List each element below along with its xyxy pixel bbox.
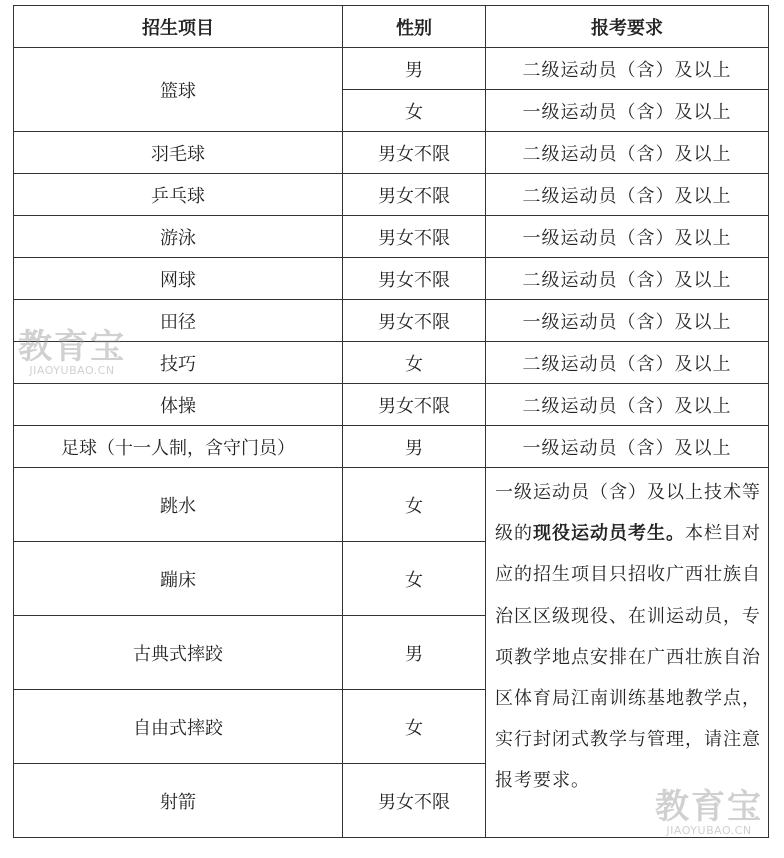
note-text-bold: 现役运动员考生。 <box>533 523 685 545</box>
table-row <box>14 132 769 174</box>
requirement-cell: 一级运动员（含）及以上 <box>486 216 769 258</box>
header-project: 招生项目 <box>14 6 343 48</box>
project-cell: 蹦床 <box>14 542 343 616</box>
gender-cell: 男女不限 <box>343 132 486 174</box>
project-cell: 射箭 <box>14 764 343 838</box>
project-cell: 跳水 <box>14 468 343 542</box>
project-cell: 自由式摔跤 <box>14 690 343 764</box>
watermark-url: JIAOYUBAO.CN <box>29 364 115 377</box>
requirement-cell: 二级运动员（含）及以上 <box>486 132 769 174</box>
admission-table-wrapper <box>13 5 769 838</box>
project-cell: 田径 <box>14 300 343 342</box>
requirement-cell: 一级运动员（含）及以上 <box>486 90 769 132</box>
table-row <box>14 48 769 90</box>
project-cell: 游泳 <box>14 216 343 258</box>
gender-cell: 女 <box>343 468 486 542</box>
requirement-cell: 一级运动员（含）及以上 <box>486 426 769 468</box>
watermark-logo-text: 教育宝 <box>655 787 763 827</box>
table-row <box>14 468 769 542</box>
gender-cell: 男 <box>343 616 486 690</box>
header-row <box>14 6 769 48</box>
project-cell: 足球（十一人制，含守门员） <box>14 426 343 468</box>
requirement-cell: 二级运动员（含）及以上 <box>486 384 769 426</box>
table-row <box>14 426 769 468</box>
header-requirement: 报考要求 <box>486 6 769 48</box>
table-row <box>14 216 769 258</box>
table-row <box>14 342 769 384</box>
special-requirement-note <box>486 468 769 838</box>
gender-cell: 女 <box>343 690 486 764</box>
gender-cell: 男女不限 <box>343 384 486 426</box>
project-cell: 乒乓球 <box>14 174 343 216</box>
requirement-cell: 二级运动员（含）及以上 <box>486 174 769 216</box>
project-cell: 篮球 <box>14 48 343 132</box>
project-cell: 体操 <box>14 384 343 426</box>
project-cell: 羽毛球 <box>14 132 343 174</box>
gender-cell: 女 <box>343 342 486 384</box>
gender-cell: 女 <box>343 90 486 132</box>
note-text-part2: 本栏目对应的招生项目只招收广西壮族自治区区级现役、在训运动员，专项教学地点安排在广西壮族自治区体育局江南训练基地教学点，实行封闭式教学与管理，请注意报考要求。 <box>495 523 761 792</box>
requirement-cell: 一级运动员（含）及以上 <box>486 300 769 342</box>
requirement-cell: 二级运动员（含）及以上 <box>486 258 769 300</box>
gender-cell: 男女不限 <box>343 258 486 300</box>
gender-cell: 男女不限 <box>343 300 486 342</box>
admission-requirements-table <box>13 5 769 838</box>
table-row <box>14 174 769 216</box>
header-gender: 性别 <box>343 6 486 48</box>
gender-cell: 男女不限 <box>343 216 486 258</box>
project-cell: 技巧 <box>14 342 343 384</box>
gender-cell: 男 <box>343 426 486 468</box>
note-text-part1: 一级运动员（含）及以上技术等级的 <box>495 482 761 545</box>
watermark-url: JIAOYUBAO.CN <box>666 824 752 837</box>
requirement-cell: 二级运动员（含）及以上 <box>486 48 769 90</box>
gender-cell: 男女不限 <box>343 764 486 838</box>
requirement-cell: 二级运动员（含）及以上 <box>486 342 769 384</box>
table-row <box>14 384 769 426</box>
project-cell: 网球 <box>14 258 343 300</box>
table-row <box>14 300 769 342</box>
gender-cell: 女 <box>343 542 486 616</box>
watermark-logo-text: 教育宝 <box>18 327 126 367</box>
table-row <box>14 258 769 300</box>
gender-cell: 男 <box>343 48 486 90</box>
gender-cell: 男女不限 <box>343 174 486 216</box>
project-cell: 古典式摔跤 <box>14 616 343 690</box>
